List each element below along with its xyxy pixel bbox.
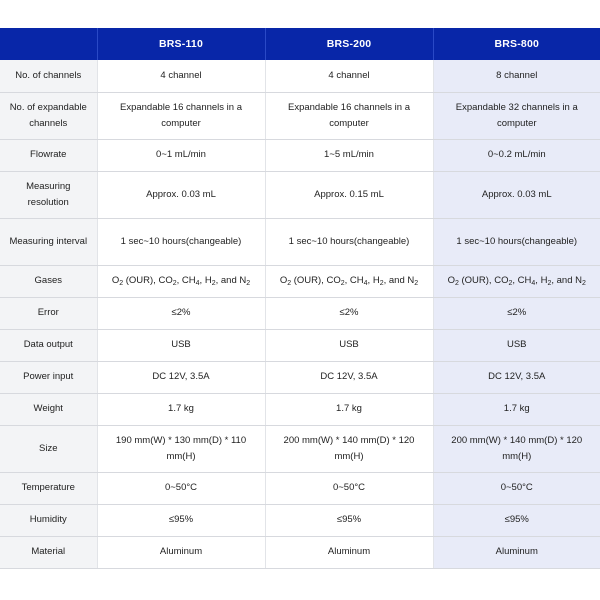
row-label: Weight	[0, 393, 97, 425]
spec-cell: Approx. 0.15 mL	[265, 171, 433, 218]
row-label: Measuring interval	[0, 218, 97, 265]
table-row	[0, 265, 600, 297]
row-label: Power input	[0, 361, 97, 393]
spec-table	[0, 28, 600, 569]
row-label: Temperature	[0, 472, 97, 504]
table-row	[0, 139, 600, 171]
spec-cell: ≤95%	[265, 504, 433, 536]
row-label: No. of expandable channels	[0, 92, 97, 139]
spec-cell: 1.7 kg	[97, 393, 265, 425]
row-label: Gases	[0, 265, 97, 297]
row-label: Humidity	[0, 504, 97, 536]
spec-cell: 0~0.2 mL/min	[433, 139, 600, 171]
row-label: No. of channels	[0, 60, 97, 92]
spec-cell: DC 12V, 3.5A	[97, 361, 265, 393]
table-row	[0, 425, 600, 472]
spec-cell: DC 12V, 3.5A	[433, 361, 600, 393]
row-label: Measuring resolution	[0, 171, 97, 218]
table-row	[0, 536, 600, 568]
row-label: Error	[0, 297, 97, 329]
spec-cell: DC 12V, 3.5A	[265, 361, 433, 393]
spec-cell: 190 mm(W) * 130 mm(D) * 110 mm(H)	[97, 425, 265, 472]
table-row	[0, 92, 600, 139]
spec-cell: 0~1 mL/min	[97, 139, 265, 171]
spec-cell: ≤2%	[265, 297, 433, 329]
table-row	[0, 171, 600, 218]
table-row	[0, 504, 600, 536]
table-row	[0, 329, 600, 361]
spec-cell: 4 channel	[265, 60, 433, 92]
spec-cell: ≤2%	[433, 297, 600, 329]
row-label: Size	[0, 425, 97, 472]
header-corner	[0, 28, 97, 60]
spec-cell: 1.7 kg	[265, 393, 433, 425]
spec-cell: Expandable 32 channels in a computer	[433, 92, 600, 139]
spec-table-body	[0, 60, 600, 568]
table-row	[0, 361, 600, 393]
spec-cell: Approx. 0.03 mL	[97, 171, 265, 218]
spec-cell: Aluminum	[433, 536, 600, 568]
spec-cell: 4 channel	[97, 60, 265, 92]
spec-cell: $O_2$ (OUR), $CO_2$, $CH_4$, $H_2$, and $N_2$	[97, 265, 265, 297]
spec-cell: 1~5 mL/min	[265, 139, 433, 171]
spec-table-container	[0, 28, 600, 569]
spec-cell: 1.7 kg	[433, 393, 600, 425]
spec-cell: ≤95%	[97, 504, 265, 536]
spec-cell: ≤2%	[97, 297, 265, 329]
spec-cell: USB	[433, 329, 600, 361]
spec-cell: $O_2$ (OUR), $CO_2$, $CH_4$, $H_2$, and $N_2$	[433, 265, 600, 297]
spec-cell: 1 sec~10 hours(changeable)	[97, 218, 265, 265]
spec-cell: ≤95%	[433, 504, 600, 536]
header-brs-800: BRS-800	[433, 28, 600, 60]
spec-cell: 200 mm(W) * 140 mm(D) * 120 mm(H)	[265, 425, 433, 472]
spec-cell: Aluminum	[265, 536, 433, 568]
table-row	[0, 218, 600, 265]
row-label: Flowrate	[0, 139, 97, 171]
spec-cell: 0~50°C	[265, 472, 433, 504]
spec-cell: Aluminum	[97, 536, 265, 568]
spec-cell: Expandable 16 channels in a computer	[265, 92, 433, 139]
header-brs-110: BRS-110	[97, 28, 265, 60]
row-label: Material	[0, 536, 97, 568]
table-row	[0, 472, 600, 504]
spec-cell: USB	[97, 329, 265, 361]
table-row	[0, 297, 600, 329]
spec-cell: USB	[265, 329, 433, 361]
spec-cell: $O_2$ (OUR), $CO_2$, $CH_4$, $H_2$, and $N_2$	[265, 265, 433, 297]
spec-cell: 1 sec~10 hours(changeable)	[265, 218, 433, 265]
spec-cell: 0~50°C	[97, 472, 265, 504]
spec-cell: Expandable 16 channels in a computer	[97, 92, 265, 139]
spec-cell: 200 mm(W) * 140 mm(D) * 120 mm(H)	[433, 425, 600, 472]
spec-cell: 1 sec~10 hours(changeable)	[433, 218, 600, 265]
spec-cell: Approx. 0.03 mL	[433, 171, 600, 218]
row-label: Data output	[0, 329, 97, 361]
header-row	[0, 28, 600, 60]
header-brs-200: BRS-200	[265, 28, 433, 60]
spec-cell: 0~50°C	[433, 472, 600, 504]
table-row	[0, 60, 600, 92]
spec-cell: 8 channel	[433, 60, 600, 92]
table-row	[0, 393, 600, 425]
